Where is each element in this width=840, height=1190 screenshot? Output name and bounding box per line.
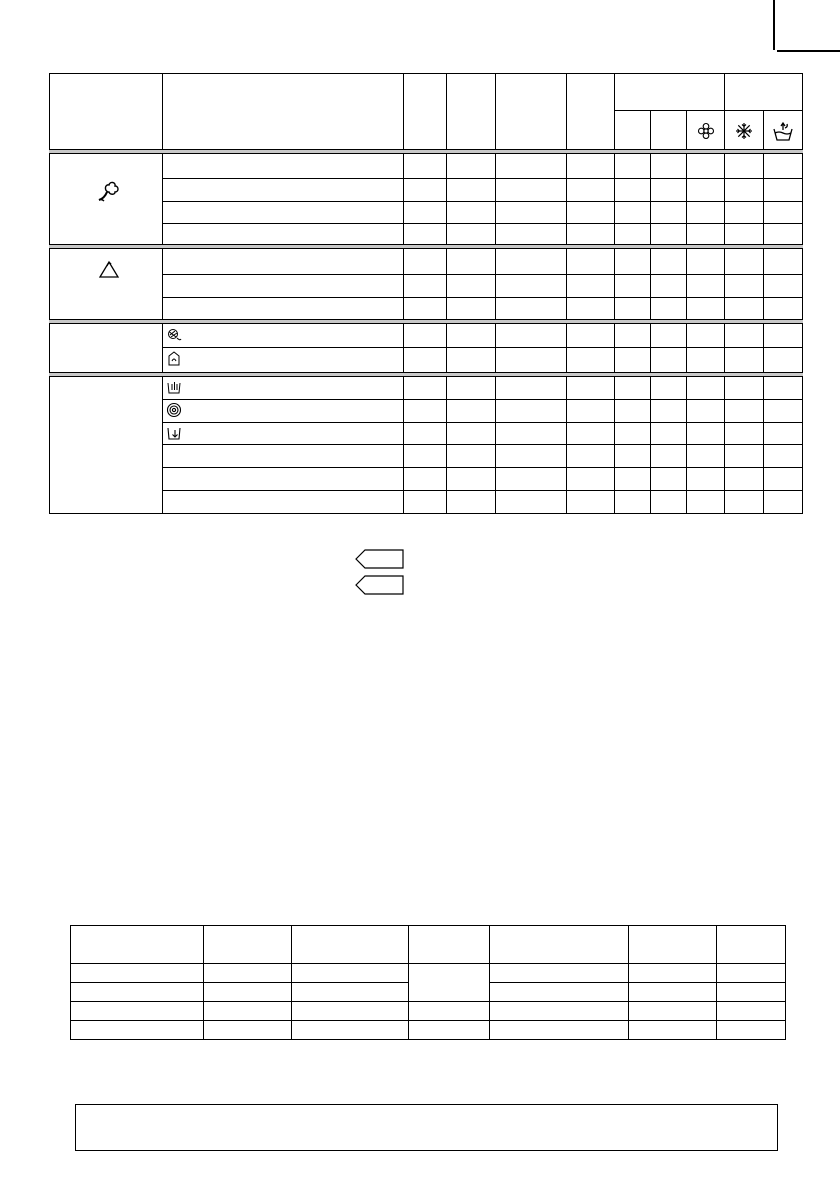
spin-icon bbox=[163, 399, 185, 421]
section-separator bbox=[49, 149, 803, 154]
table-cell bbox=[292, 964, 409, 983]
table-rule bbox=[446, 73, 447, 514]
wool-yarn-icon bbox=[163, 324, 185, 346]
table-rule bbox=[162, 422, 803, 423]
programme-table bbox=[49, 73, 803, 514]
table-cell bbox=[629, 926, 717, 964]
table-cell bbox=[71, 983, 204, 1002]
table-cell bbox=[204, 1021, 292, 1040]
table-rule bbox=[162, 467, 803, 468]
table-cell-merged bbox=[409, 964, 490, 1002]
table-rule bbox=[49, 73, 50, 514]
table-rule bbox=[162, 223, 803, 224]
snowflake-icon bbox=[725, 118, 763, 144]
table-rule bbox=[495, 73, 496, 514]
table-cell bbox=[204, 926, 292, 964]
table-cell bbox=[292, 983, 409, 1002]
table-rule bbox=[162, 297, 803, 298]
table-cell bbox=[490, 926, 629, 964]
fan-icon bbox=[687, 118, 724, 144]
table-rule bbox=[802, 73, 803, 514]
table-cell bbox=[629, 1002, 717, 1021]
table-cell bbox=[71, 1021, 204, 1040]
crop-mark-vertical bbox=[773, 0, 775, 50]
table-cell bbox=[292, 926, 409, 964]
basin-hand-wash-icon bbox=[764, 116, 802, 146]
cotton-icon bbox=[89, 177, 129, 207]
table-cell bbox=[490, 1021, 629, 1040]
table-cell bbox=[629, 983, 717, 1002]
table-cell bbox=[717, 926, 786, 964]
table-cell bbox=[490, 983, 629, 1002]
table-rule bbox=[686, 110, 687, 514]
table-cell bbox=[717, 964, 786, 983]
table-cell bbox=[409, 926, 490, 964]
table-rule bbox=[162, 73, 163, 514]
table-cell bbox=[409, 1002, 490, 1021]
table-cell bbox=[71, 926, 204, 964]
table-cell bbox=[71, 1002, 204, 1021]
table-rule bbox=[614, 73, 615, 514]
table-rule bbox=[162, 399, 803, 400]
table-rule bbox=[162, 490, 803, 491]
table-rule bbox=[763, 110, 764, 514]
section-separator bbox=[49, 244, 803, 249]
table-rule bbox=[650, 110, 651, 514]
table-cell bbox=[490, 964, 629, 983]
rinse-icon bbox=[163, 375, 185, 397]
drain-icon bbox=[163, 422, 185, 444]
table-cell bbox=[629, 1021, 717, 1040]
table-cell bbox=[71, 964, 204, 983]
table-cell bbox=[204, 964, 292, 983]
table-cell bbox=[717, 983, 786, 1002]
table-rule bbox=[162, 347, 803, 348]
crop-mark-horizontal bbox=[777, 50, 840, 52]
table-cell bbox=[204, 983, 292, 1002]
table-cell bbox=[490, 1002, 629, 1021]
hand-wash-icon bbox=[163, 347, 185, 369]
table-cell bbox=[292, 1002, 409, 1021]
table-rule bbox=[162, 444, 803, 445]
consumption-table bbox=[70, 925, 786, 1040]
table-rule bbox=[162, 178, 803, 179]
note-box bbox=[75, 1104, 778, 1151]
table-cell bbox=[717, 1021, 786, 1040]
arrow-tag-icon bbox=[355, 549, 405, 569]
table-cell bbox=[717, 1002, 786, 1021]
table-cell bbox=[292, 1021, 409, 1040]
table-rule bbox=[566, 73, 567, 514]
table-cell bbox=[409, 1021, 490, 1040]
table-rule bbox=[614, 110, 803, 111]
table-rule bbox=[403, 73, 404, 514]
synthetic-icon bbox=[94, 257, 124, 281]
table-cell bbox=[204, 1002, 292, 1021]
arrow-tag-icon bbox=[355, 575, 405, 595]
table-cell bbox=[629, 964, 717, 983]
table-rule bbox=[162, 274, 803, 275]
table-rule bbox=[162, 201, 803, 202]
